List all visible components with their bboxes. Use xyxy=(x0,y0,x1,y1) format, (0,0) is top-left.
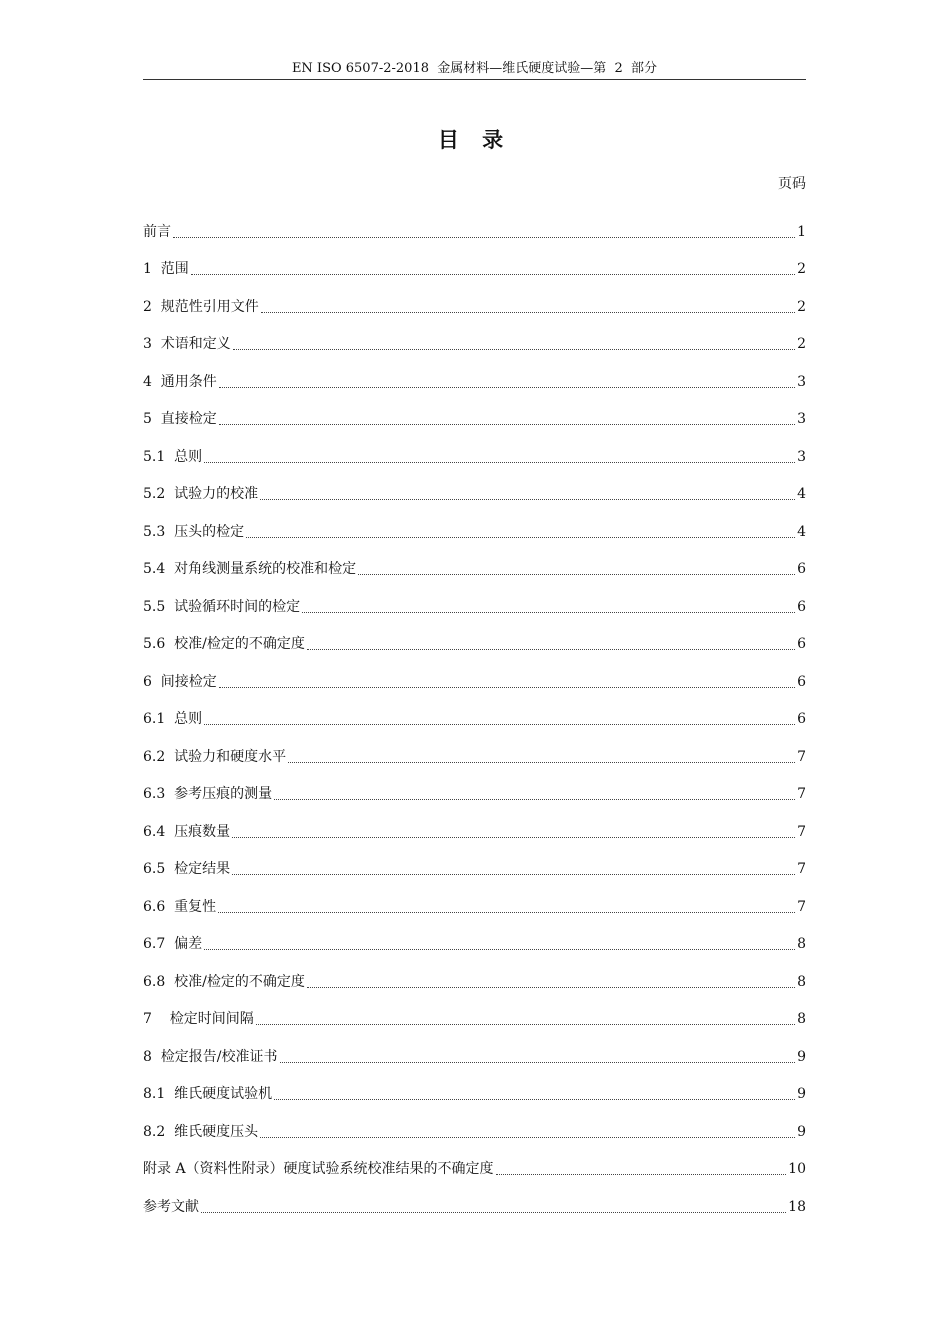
toc-entry-page-number: 4 xyxy=(797,486,806,502)
toc-entry[interactable] xyxy=(143,323,806,361)
toc-dot-leader xyxy=(219,387,795,388)
toc-entry-page-number: 7 xyxy=(797,823,806,840)
toc-dot-leader xyxy=(307,649,795,650)
toc-dot-leader xyxy=(219,424,795,425)
toc-entry-label: 6.7 偏差 xyxy=(143,936,203,952)
toc-dot-leader xyxy=(232,874,795,875)
running-header: EN ISO 6507-2-2018 金属材料—维氏硬度试验—第 2 部分 xyxy=(291,61,658,76)
toc-entry[interactable] xyxy=(143,1110,806,1148)
toc-entry[interactable] xyxy=(143,1148,806,1186)
toc-entry-label: 6.1 总则 xyxy=(143,711,203,727)
toc-entry-page-number: 2 xyxy=(797,261,806,277)
toc-entry-label: 5 直接检定 xyxy=(143,411,217,427)
toc-entry-label: 5.6 校准/检定的不确定度 xyxy=(143,636,305,652)
toc-dot-leader xyxy=(288,762,795,763)
toc-entry-page-number: 9 xyxy=(797,1086,806,1102)
toc-entry-label: 8 检定报告/校准证书 xyxy=(143,1048,278,1065)
toc-entry-label: 前言 xyxy=(143,223,171,240)
toc-entry-label: 7 检定时间间隔 xyxy=(143,1011,254,1027)
toc-entry-label: 6.2 试验力和硬度水平 xyxy=(143,748,287,765)
toc-entry[interactable] xyxy=(143,473,806,511)
toc-entry[interactable] xyxy=(143,885,806,923)
toc-entry-label: 附录 A（资料性附录）硬度试验系统校准结果的不确定度 xyxy=(143,1161,494,1177)
toc-dot-leader xyxy=(204,724,795,725)
toc-entry-label: 5.5 试验循环时间的检定 xyxy=(143,598,301,615)
toc-entry[interactable] xyxy=(143,585,806,623)
toc-dot-leader xyxy=(496,1174,787,1175)
table-of-contents xyxy=(143,210,806,1223)
toc-entry[interactable] xyxy=(143,1035,806,1073)
toc-entry-page-number: 3 xyxy=(797,448,806,465)
toc-dot-leader xyxy=(274,799,795,800)
toc-entry-label: 5.1 总则 xyxy=(143,448,203,465)
toc-entry-label: 6.6 重复性 xyxy=(143,898,217,915)
toc-entry-page-number: 6 xyxy=(797,598,806,615)
toc-entry[interactable] xyxy=(143,773,806,811)
toc-dot-leader xyxy=(261,312,795,313)
toc-entry[interactable] xyxy=(143,923,806,961)
toc-entry-label: 5.4 对角线测量系统的校准和检定 xyxy=(143,561,357,577)
toc-entry-page-number: 4 xyxy=(797,523,806,540)
toc-entry[interactable] xyxy=(143,810,806,848)
toc-entry-page-number: 1 xyxy=(797,223,806,240)
toc-dot-leader xyxy=(201,1212,786,1213)
toc-entry-page-number: 10 xyxy=(788,1161,806,1177)
toc-entry-page-number: 8 xyxy=(797,973,806,990)
toc-dot-leader xyxy=(302,612,795,613)
toc-dot-leader xyxy=(204,462,795,463)
toc-entry-label: 1 范围 xyxy=(143,261,189,277)
toc-entry[interactable] xyxy=(143,698,806,736)
toc-entry-label: 8.1 维氏硬度试验机 xyxy=(143,1086,273,1102)
toc-entry[interactable] xyxy=(143,210,806,248)
toc-entry-page-number: 7 xyxy=(797,898,806,915)
toc-entry[interactable] xyxy=(143,398,806,436)
toc-entry-label: 6.8 校准/检定的不确定度 xyxy=(143,973,305,990)
toc-entry[interactable] xyxy=(143,848,806,886)
toc-dot-leader xyxy=(232,837,795,838)
page-column-label: 页码 xyxy=(778,176,806,192)
toc-dot-leader xyxy=(173,237,795,238)
toc-title: 目 录 xyxy=(437,128,512,152)
toc-dot-leader xyxy=(246,537,795,538)
toc-entry-page-number: 2 xyxy=(797,336,806,352)
toc-entry-label: 4 通用条件 xyxy=(143,373,217,390)
toc-entry-page-number: 6 xyxy=(797,636,806,652)
toc-entry-label: 5.2 试验力的校准 xyxy=(143,486,259,502)
toc-entry-page-number: 6 xyxy=(797,711,806,727)
toc-dot-leader xyxy=(260,1137,795,1138)
toc-entry-label: 5.3 压头的检定 xyxy=(143,523,245,540)
toc-entry[interactable] xyxy=(143,548,806,586)
toc-entry-page-number: 18 xyxy=(788,1198,806,1215)
toc-entry[interactable] xyxy=(143,1073,806,1111)
toc-entry-label: 3 术语和定义 xyxy=(143,336,231,352)
toc-entry[interactable] xyxy=(143,510,806,548)
toc-entry-page-number: 3 xyxy=(797,411,806,427)
toc-entry-page-number: 7 xyxy=(797,786,806,802)
toc-entry-label: 6.5 检定结果 xyxy=(143,861,231,877)
toc-entry[interactable] xyxy=(143,360,806,398)
header-rule xyxy=(143,79,806,80)
toc-entry-page-number: 8 xyxy=(797,1011,806,1027)
toc-entry-page-number: 6 xyxy=(797,561,806,577)
toc-entry-label: 2 规范性引用文件 xyxy=(143,298,259,315)
toc-entry-page-number: 7 xyxy=(797,861,806,877)
toc-entry-label: 6.3 参考压痕的测量 xyxy=(143,786,273,802)
toc-entry[interactable] xyxy=(143,623,806,661)
toc-entry-page-number: 7 xyxy=(797,748,806,765)
toc-dot-leader xyxy=(260,499,795,500)
toc-entry[interactable] xyxy=(143,960,806,998)
toc-entry[interactable] xyxy=(143,998,806,1036)
toc-dot-leader xyxy=(280,1062,796,1063)
toc-entry[interactable] xyxy=(143,735,806,773)
toc-entry-page-number: 8 xyxy=(797,936,806,952)
toc-dot-leader xyxy=(218,912,795,913)
toc-dot-leader xyxy=(233,349,795,350)
toc-entry-page-number: 2 xyxy=(797,298,806,315)
toc-entry-page-number: 9 xyxy=(797,1048,806,1065)
toc-dot-leader xyxy=(204,949,795,950)
toc-entry[interactable] xyxy=(143,248,806,286)
toc-entry[interactable] xyxy=(143,435,806,473)
toc-entry-label: 参考文献 xyxy=(143,1198,199,1215)
toc-dot-leader xyxy=(307,987,795,988)
toc-dot-leader xyxy=(256,1024,795,1025)
toc-dot-leader xyxy=(274,1099,795,1100)
toc-entry-label: 8.2 维氏硬度压头 xyxy=(143,1123,259,1140)
toc-entry-label: 6.4 压痕数量 xyxy=(143,823,231,840)
toc-dot-leader xyxy=(191,274,795,275)
toc-entry-page-number: 6 xyxy=(797,673,806,690)
toc-entry-page-number: 9 xyxy=(797,1123,806,1140)
toc-entry-page-number: 3 xyxy=(797,373,806,390)
toc-entry[interactable] xyxy=(143,660,806,698)
toc-entry[interactable] xyxy=(143,285,806,323)
toc-dot-leader xyxy=(358,574,795,575)
toc-entry-label: 6 间接检定 xyxy=(143,673,217,690)
toc-dot-leader xyxy=(219,687,795,688)
toc-entry[interactable] xyxy=(143,1185,806,1223)
